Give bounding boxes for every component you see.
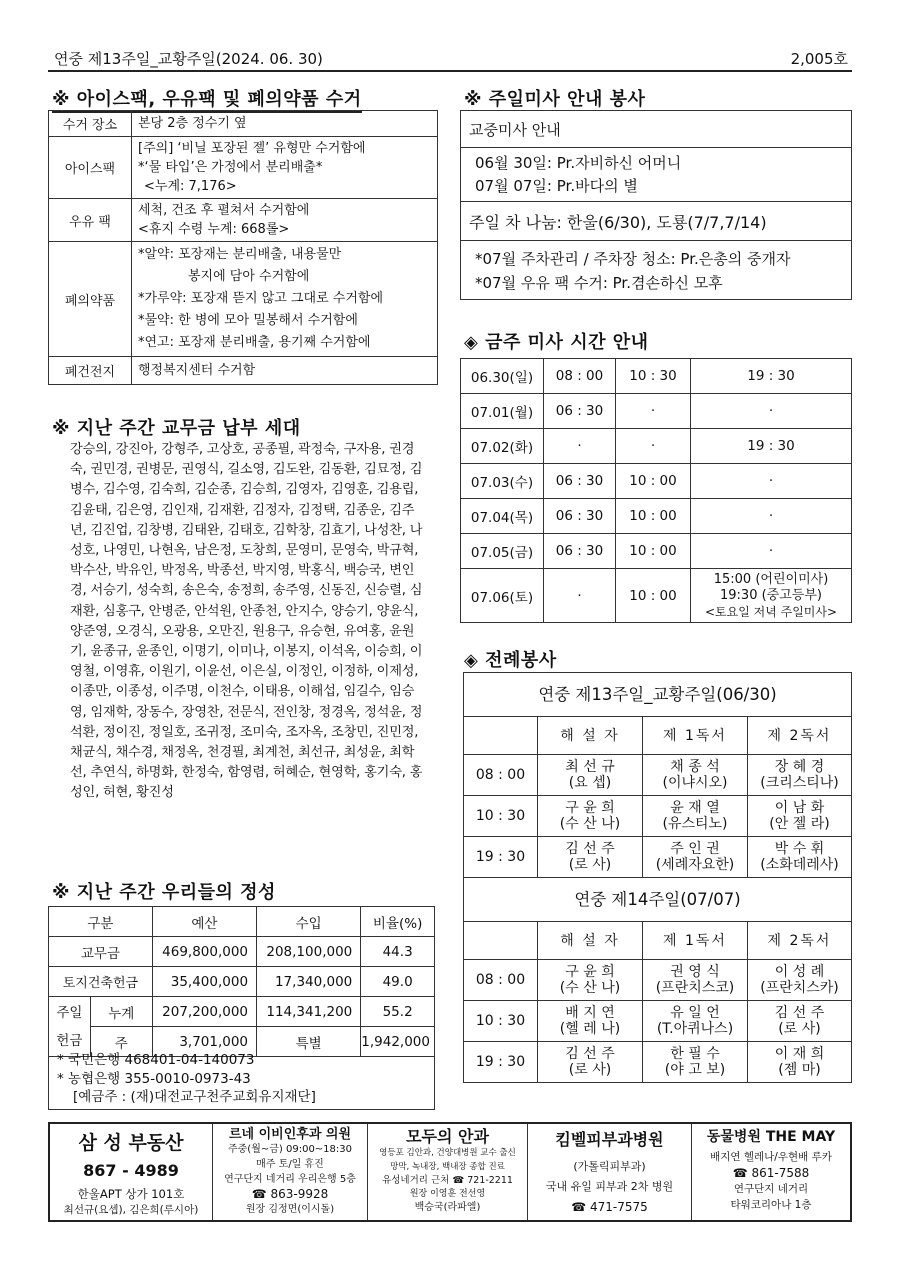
table-row [49, 937, 435, 967]
offering-heading: ※ 지난 주간 우리들의 정성 [52, 882, 276, 903]
table-row: 07.05(금) 06 : 30 10 : 00 · [461, 534, 852, 569]
col-header: 구분 [49, 907, 153, 937]
week-label: 주 [90, 1027, 152, 1057]
milk-total: <휴지 수령 누계: 668롤> [138, 222, 290, 237]
table-row: 07.02(화) · · 19 : 30 [461, 429, 852, 464]
table-row [464, 673, 852, 717]
mass-time-table [460, 358, 852, 623]
icepack-total: <누계: 7,176> [144, 179, 237, 194]
icepack-line: [주의] ‘비닐 포장된 젤’ 유형만 수거함에 [138, 141, 366, 156]
table-row: 해 설 자 제 1독서 제 2독서 [464, 717, 852, 755]
ad-eye-clinic: 모두의 안과 영등포 김안과, 건양대병원 교수 출신 망막, 녹내장, 백내장 종합 진료 유성네거리 근처 ☎ 721-2211 원장 이영훈 전선영 백승국(라파엘) [368, 1124, 528, 1220]
battery-value: 행정복지센터 수거함 [132, 357, 438, 385]
recycle-heading: ※ 아이스팩, 우유팩 및 폐의약품 수거 [52, 85, 362, 113]
medicine-line: 봉지에 담아 수거함에 [188, 269, 310, 284]
week-title: 연중 제13주일_교황주일(06/30) [464, 673, 852, 717]
medicine-line: *알약: 포장재는 분리배출, 내용물만 [138, 247, 342, 262]
table-row: 19 : 30 김 선 주 (로 사) 주 인 권 (세례자요한) 박 수 휘 (소화데레사) [464, 837, 852, 878]
guide-line: *07월 주차관리 / 주차장 청소: Pr.은총의 중개자 [475, 250, 791, 268]
table-row: 08 : 00 최 선 규 (요 셉) 채 종 석 (이냐시오) 장 혜 경 (크리스티나) [464, 755, 852, 796]
donor-names: 강승의, 강진아, 강형주, 고상호, 공종필, 곽정숙, 구자용, 권경숙, 권민경, 권병문, 권영식, 길소영, 김도완, 김동환, 김묘정, 김병수, 김수영, 김숙희, 김순종, 김승희, 김영자, 김영훈, 김용립, 김윤태, 김은영, 김인재, 김재환, 김정자, 김정택, 김종운, 김주년, 김진업, 김창병, 김태완, 김태호, 김학창, 김효기, 나성찬, 나성호, 나영민, 나현옥, 남은정, 도창희, 문영미, 문영숙, 박규혁, 박수산, 박유인, 박정옥, 박종선, 박지영, 박홍식, 백승국, 변인경, 서승기, 성숙희, 송은숙, 송정희, 송주영, 신동진, 신승렬, 심재환, 심홍구, 안병준, 안석원, 안종천, 안지수, 양승기, 양윤식, 양준영, 오경식, 오광용, 오만진, 원용구, 유승현, 유여홍, 윤원기, 윤종규, 윤종인, 이명기, 이미나, 이봉지, 이석옥, 이승희, 이영철, 이영휴, 이원기, 이윤선, 이은실, 이정인, 이정하, 이제성, 이종만, 이종성, 이주명, 이천수, 이태용, 이해섭, 임길수, 임승영, 임재학, 장동수, 장영찬, 전문식, 전인창, 정경옥, 정석윤, 정석환, 정이진, 정일호, 조귀정, 조미숙, 조자옥, 조창민, 진민정, 채균식, 채수경, 채정옥, 천경필, 최계천, 최선규, 최성윤, 최학선, 추연식, 하명화, 한정숙, 함영렴, 허혜순, 현영학, 홍기숙, 홍성인, 허현, 황진성 [70, 442, 423, 801]
table-row [49, 357, 438, 385]
bank-account: * 국민은행 468401-04-140073 [57, 1052, 255, 1068]
page-header [48, 44, 852, 72]
budget-cell: 35,400,000 [152, 967, 256, 997]
icepack-label: 아이스팩 [49, 137, 132, 199]
ad-vet: 동물병원 THE MAY 배지연 헬레나/우현배 루카 ☎ 861-7588 연구단지 네거리 타워코리아나 1층 [706, 1129, 836, 1211]
ad-banner [48, 1122, 852, 1222]
ad-realestate: 삼 성 부동산 867 - 4989 한울APT 상가 101호 최선규(요셉), 김은희(루시아) [50, 1124, 213, 1220]
guide-line: 07월 07일: Pr.바다의 별 [475, 177, 638, 195]
donors-heading: ※ 지난 주간 교무금 납부 세대 [52, 418, 301, 439]
table-row: 10 : 30 배 지 연 (헬 레 나) 유 일 언 (T.아퀴나스) 김 선 주 (로 사) [464, 1001, 852, 1042]
col-header: 예산 [152, 907, 256, 937]
special-label: 특별 [257, 1027, 361, 1057]
medicine-line: *물약: 한 병에 모아 밀봉해서 수거함에 [138, 313, 358, 328]
table-row [49, 907, 435, 937]
budget-cell: 469,800,000 [152, 937, 256, 967]
sunday-offering-label: 주일 헌금 [49, 997, 91, 1057]
table-row: 07.06(토) · 10 : 00 15:00 (어린이미사) 19:30 (중고등부) <토요일 저녁 주일미사> [461, 569, 852, 623]
place-label: 수거 장소 [49, 111, 132, 137]
mass-heading: ◈ 금주 미사 시간 안내 [464, 332, 649, 353]
table-row [49, 111, 438, 137]
mass-guide-box [460, 147, 852, 202]
table-row: 19 : 30 김 선 주 (로 사) 한 필 수 (야 고 보) 이 재 희 (젬 마) [464, 1042, 852, 1083]
ad-ent-clinic: 르네 이비인후과 의원 주중(월~금) 09:00~18:30 매주 토/일 휴진 연구단지 네거리 우리은행 5층 ☎ 863-9928 원장 김정면(이시돌) [213, 1124, 368, 1220]
guide-heading: ※ 주일미사 안내 봉사 [464, 89, 646, 110]
cumulative-label: 누계 [90, 997, 152, 1027]
account-holder: [예금주 : (재)대전교구천주교회유지재단] [73, 1089, 316, 1105]
medicine-label: 폐의약품 [49, 242, 132, 357]
table-row [49, 967, 435, 997]
guide-line: 06월 30일: Pr.자비하신 어머니 [475, 154, 682, 172]
medicine-line: *연고: 포장재 분리배출, 용기째 수거함에 [138, 335, 371, 350]
place-value: 본당 2층 정수기 옆 [132, 111, 438, 137]
table-row: 08 : 00 구 윤 희 (수 산 나) 권 영 식 (프란치스코) 이 성 례 (프란치스카) [464, 960, 852, 1001]
bank-info [48, 1048, 435, 1110]
medicine-line: *가루약: 포장재 뜯지 않고 그대로 수거함에 [138, 291, 384, 306]
income-cell: 114,341,200 [257, 997, 361, 1027]
table-row [49, 242, 438, 357]
liturgy-table [463, 672, 852, 1083]
issue-number: 2,005호 [790, 50, 848, 68]
week-amount: 3,701,000 [152, 1027, 256, 1057]
battery-label: 폐건전지 [49, 357, 132, 385]
ratio-cell: 55.2 [361, 997, 435, 1027]
col-header: 비율(%) [361, 907, 435, 937]
ad-dermatology: 킴벨피부과병원 (가톨릭피부과) 국내 유일 피부과 2차 병원 ☎ 471-7575 [528, 1124, 692, 1220]
week-title: 연중 제14주일(07/07) [464, 878, 852, 922]
bank-account: * 농협은행 355-0010-0973-43 [57, 1070, 251, 1087]
table-row: 06.30(일) 08 : 00 10 : 30 19 : 30 [461, 359, 852, 394]
income-cell: 208,100,000 [257, 937, 361, 967]
car-sharing: 주일 차 나눔: 한울(6/30), 도룡(7/7,7/14) [460, 201, 852, 241]
bulletin-title: 연중 제13주일_교황주일(2024. 06. 30) [54, 50, 323, 68]
milk-label: 우유 팩 [49, 199, 132, 242]
row-label: 토지건축헌금 [49, 967, 153, 997]
table-row [464, 878, 852, 922]
ratio-cell: 49.0 [361, 967, 435, 997]
table-row: 07.04(목) 06 : 30 10 : 00 · [461, 499, 852, 534]
recycle-table [48, 110, 438, 385]
table-row: 07.01(월) 06 : 30 · · [461, 394, 852, 429]
parking-box [460, 240, 852, 300]
icepack-line: *‘물 타입’은 가정에서 분리배출* [138, 160, 323, 175]
table-row [49, 137, 438, 199]
row-label: 교무금 [49, 937, 153, 967]
budget-cell: 207,200,000 [152, 997, 256, 1027]
offering-table [48, 906, 435, 1057]
ratio-cell: 44.3 [361, 937, 435, 967]
special-amount: 1,942,000 [361, 1027, 435, 1057]
income-cell: 17,340,000 [257, 967, 361, 997]
table-row: 해 설 자 제 1독서 제 2독서 [464, 922, 852, 960]
table-row: 07.03(수) 06 : 30 10 : 00 · [461, 464, 852, 499]
table-row [49, 199, 438, 242]
table-row: 10 : 30 구 윤 희 (수 산 나) 윤 재 열 (유스티노) 이 남 화 (안 젤 라) [464, 796, 852, 837]
table-row [49, 997, 435, 1027]
liturgy-heading: ◈ 전례봉사 [464, 650, 557, 671]
col-header: 수입 [257, 907, 361, 937]
mass-guide-label: 교중미사 안내 [460, 110, 852, 148]
milk-line: 세척, 건조 후 펼쳐서 수거함에 [138, 203, 310, 218]
guide-line: *07월 우유 팩 수거: Pr.겸손하신 모후 [475, 274, 723, 292]
